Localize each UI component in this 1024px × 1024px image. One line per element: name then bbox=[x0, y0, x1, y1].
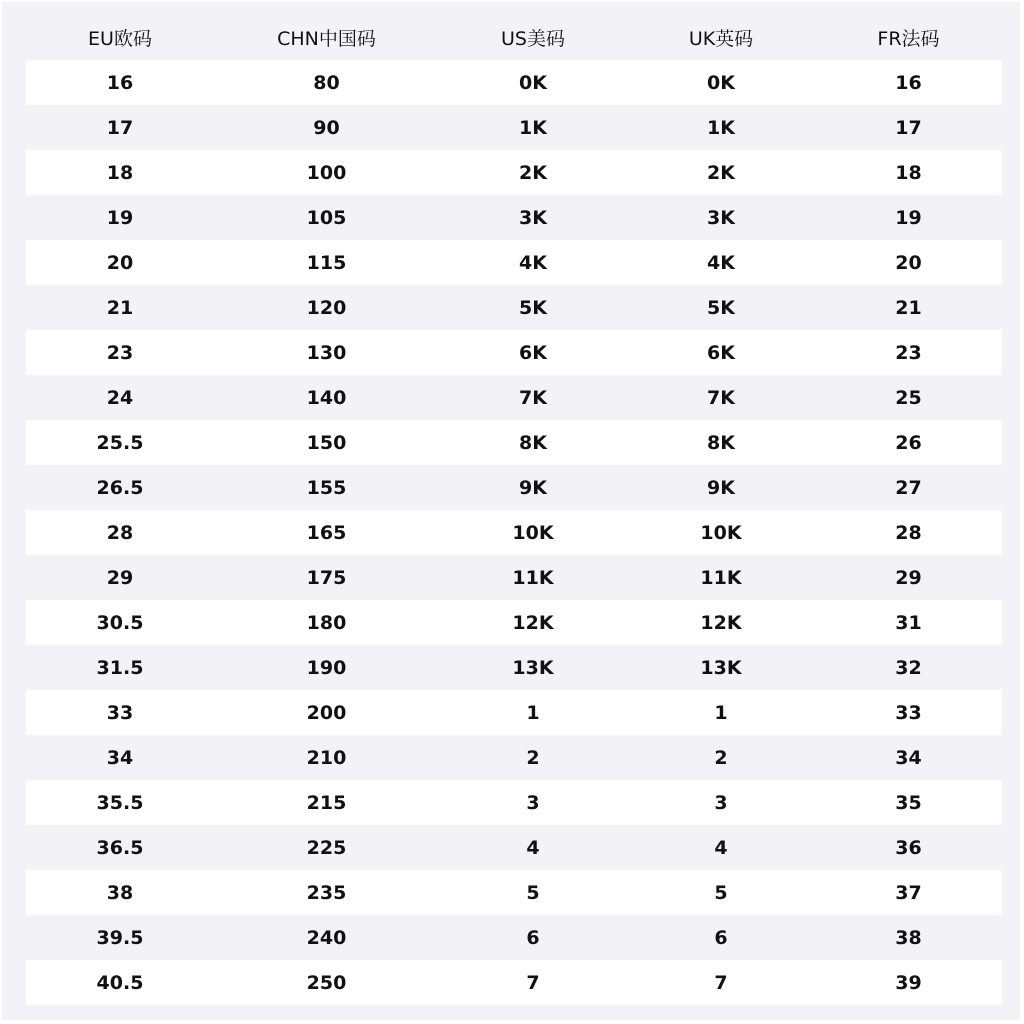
cell-fr: 16 bbox=[815, 60, 1002, 105]
cell-eu: 38 bbox=[26, 870, 214, 915]
cell-us: 10K bbox=[439, 510, 627, 555]
cell-us: 8K bbox=[439, 420, 627, 465]
cell-uk: 4K bbox=[627, 240, 815, 285]
cell-us: 12K bbox=[439, 600, 627, 645]
table-row bbox=[26, 240, 1002, 285]
cell-fr: 28 bbox=[815, 510, 1002, 555]
cell-fr: 29 bbox=[815, 555, 1002, 600]
cell-fr: 23 bbox=[815, 330, 1002, 375]
cell-chn: 225 bbox=[214, 825, 439, 870]
cell-uk: 4 bbox=[627, 825, 815, 870]
cell-fr: 26 bbox=[815, 420, 1002, 465]
cell-eu: 35.5 bbox=[26, 780, 214, 825]
cell-eu: 25.5 bbox=[26, 420, 214, 465]
cell-fr: 21 bbox=[815, 285, 1002, 330]
cell-uk: 5K bbox=[627, 285, 815, 330]
cell-fr: 37 bbox=[815, 870, 1002, 915]
header-uk: UK英码 bbox=[688, 27, 754, 50]
cell-chn: 120 bbox=[214, 285, 439, 330]
cell-eu: 29 bbox=[26, 555, 214, 600]
cell-fr: 33 bbox=[815, 690, 1002, 735]
cell-eu: 17 bbox=[26, 105, 214, 150]
cell-uk: 1K bbox=[627, 105, 815, 150]
cell-uk: 8K bbox=[627, 420, 815, 465]
cell-fr: 32 bbox=[815, 645, 1002, 690]
table-row bbox=[26, 555, 1002, 600]
cell-uk: 10K bbox=[627, 510, 815, 555]
cell-chn: 115 bbox=[214, 240, 439, 285]
cell-uk: 7K bbox=[627, 375, 815, 420]
cell-us: 4 bbox=[439, 825, 627, 870]
cell-fr: 19 bbox=[815, 195, 1002, 240]
cell-uk: 9K bbox=[627, 465, 815, 510]
cell-eu: 33 bbox=[26, 690, 214, 735]
cell-eu: 24 bbox=[26, 375, 214, 420]
cell-chn: 105 bbox=[214, 195, 439, 240]
table-row bbox=[26, 420, 1002, 465]
table-row bbox=[26, 285, 1002, 330]
cell-chn: 90 bbox=[214, 105, 439, 150]
header-fr: FR法码 bbox=[877, 27, 940, 50]
header-eu: EU欧码 bbox=[88, 27, 152, 50]
cell-eu: 28 bbox=[26, 510, 214, 555]
cell-uk: 1 bbox=[627, 690, 815, 735]
cell-us: 0K bbox=[439, 60, 627, 105]
table-row bbox=[26, 825, 1002, 870]
cell-eu: 34 bbox=[26, 735, 214, 780]
cell-chn: 100 bbox=[214, 150, 439, 195]
cell-uk: 7 bbox=[627, 960, 815, 1005]
cell-fr: 17 bbox=[815, 105, 1002, 150]
cell-us: 13K bbox=[439, 645, 627, 690]
cell-chn: 250 bbox=[214, 960, 439, 1005]
cell-uk: 2 bbox=[627, 735, 815, 780]
cell-chn: 140 bbox=[214, 375, 439, 420]
cell-us: 5 bbox=[439, 870, 627, 915]
cell-uk: 13K bbox=[627, 645, 815, 690]
cell-uk: 6 bbox=[627, 915, 815, 960]
cell-eu: 20 bbox=[26, 240, 214, 285]
cell-fr: 27 bbox=[815, 465, 1002, 510]
cell-uk: 6K bbox=[627, 330, 815, 375]
cell-uk: 12K bbox=[627, 600, 815, 645]
cell-eu: 21 bbox=[26, 285, 214, 330]
table-row bbox=[26, 330, 1002, 375]
table-row bbox=[26, 150, 1002, 195]
cell-chn: 180 bbox=[214, 600, 439, 645]
cell-uk: 0K bbox=[627, 60, 815, 105]
cell-eu: 31.5 bbox=[26, 645, 214, 690]
table-row bbox=[26, 735, 1002, 780]
cell-us: 2 bbox=[439, 735, 627, 780]
cell-fr: 36 bbox=[815, 825, 1002, 870]
cell-us: 7K bbox=[439, 375, 627, 420]
cell-eu: 18 bbox=[26, 150, 214, 195]
table-row bbox=[26, 195, 1002, 240]
table-row bbox=[26, 105, 1002, 150]
table-row bbox=[26, 510, 1002, 555]
cell-fr: 35 bbox=[815, 780, 1002, 825]
cell-eu: 30.5 bbox=[26, 600, 214, 645]
table-row bbox=[26, 375, 1002, 420]
size-chart-panel bbox=[2, 2, 1020, 1020]
cell-us: 4K bbox=[439, 240, 627, 285]
cell-chn: 215 bbox=[214, 780, 439, 825]
cell-chn: 150 bbox=[214, 420, 439, 465]
cell-uk: 11K bbox=[627, 555, 815, 600]
size-conversion-table bbox=[26, 14, 1002, 1005]
cell-chn: 130 bbox=[214, 330, 439, 375]
header-chn: CHN中国码 bbox=[277, 27, 376, 50]
table-row bbox=[26, 690, 1002, 735]
cell-chn: 165 bbox=[214, 510, 439, 555]
cell-eu: 23 bbox=[26, 330, 214, 375]
cell-us: 3K bbox=[439, 195, 627, 240]
table-row bbox=[26, 780, 1002, 825]
cell-eu: 16 bbox=[26, 60, 214, 105]
cell-fr: 34 bbox=[815, 735, 1002, 780]
cell-chn: 240 bbox=[214, 915, 439, 960]
cell-chn: 155 bbox=[214, 465, 439, 510]
cell-us: 1K bbox=[439, 105, 627, 150]
header-us: US美码 bbox=[501, 27, 565, 50]
cell-chn: 235 bbox=[214, 870, 439, 915]
cell-us: 11K bbox=[439, 555, 627, 600]
cell-uk: 5 bbox=[627, 870, 815, 915]
cell-chn: 200 bbox=[214, 690, 439, 735]
cell-us: 6 bbox=[439, 915, 627, 960]
cell-fr: 38 bbox=[815, 915, 1002, 960]
table-row bbox=[26, 465, 1002, 510]
cell-eu: 40.5 bbox=[26, 960, 214, 1005]
cell-us: 7 bbox=[439, 960, 627, 1005]
cell-fr: 39 bbox=[815, 960, 1002, 1005]
cell-us: 2K bbox=[439, 150, 627, 195]
cell-uk: 3 bbox=[627, 780, 815, 825]
table-row bbox=[26, 960, 1002, 1005]
table-row bbox=[26, 870, 1002, 915]
cell-chn: 80 bbox=[214, 60, 439, 105]
table-row bbox=[26, 60, 1002, 105]
cell-chn: 175 bbox=[214, 555, 439, 600]
cell-us: 6K bbox=[439, 330, 627, 375]
cell-us: 5K bbox=[439, 285, 627, 330]
cell-eu: 19 bbox=[26, 195, 214, 240]
cell-fr: 20 bbox=[815, 240, 1002, 285]
cell-fr: 25 bbox=[815, 375, 1002, 420]
cell-chn: 210 bbox=[214, 735, 439, 780]
cell-uk: 3K bbox=[627, 195, 815, 240]
cell-fr: 31 bbox=[815, 600, 1002, 645]
cell-eu: 39.5 bbox=[26, 915, 214, 960]
cell-us: 3 bbox=[439, 780, 627, 825]
cell-eu: 26.5 bbox=[26, 465, 214, 510]
table-row bbox=[26, 600, 1002, 645]
cell-us: 9K bbox=[439, 465, 627, 510]
header-row bbox=[26, 14, 1002, 60]
cell-fr: 18 bbox=[815, 150, 1002, 195]
cell-eu: 36.5 bbox=[26, 825, 214, 870]
cell-uk: 2K bbox=[627, 150, 815, 195]
table-body bbox=[26, 60, 1002, 1005]
table-row bbox=[26, 915, 1002, 960]
table-row bbox=[26, 645, 1002, 690]
cell-us: 1 bbox=[439, 690, 627, 735]
cell-chn: 190 bbox=[214, 645, 439, 690]
